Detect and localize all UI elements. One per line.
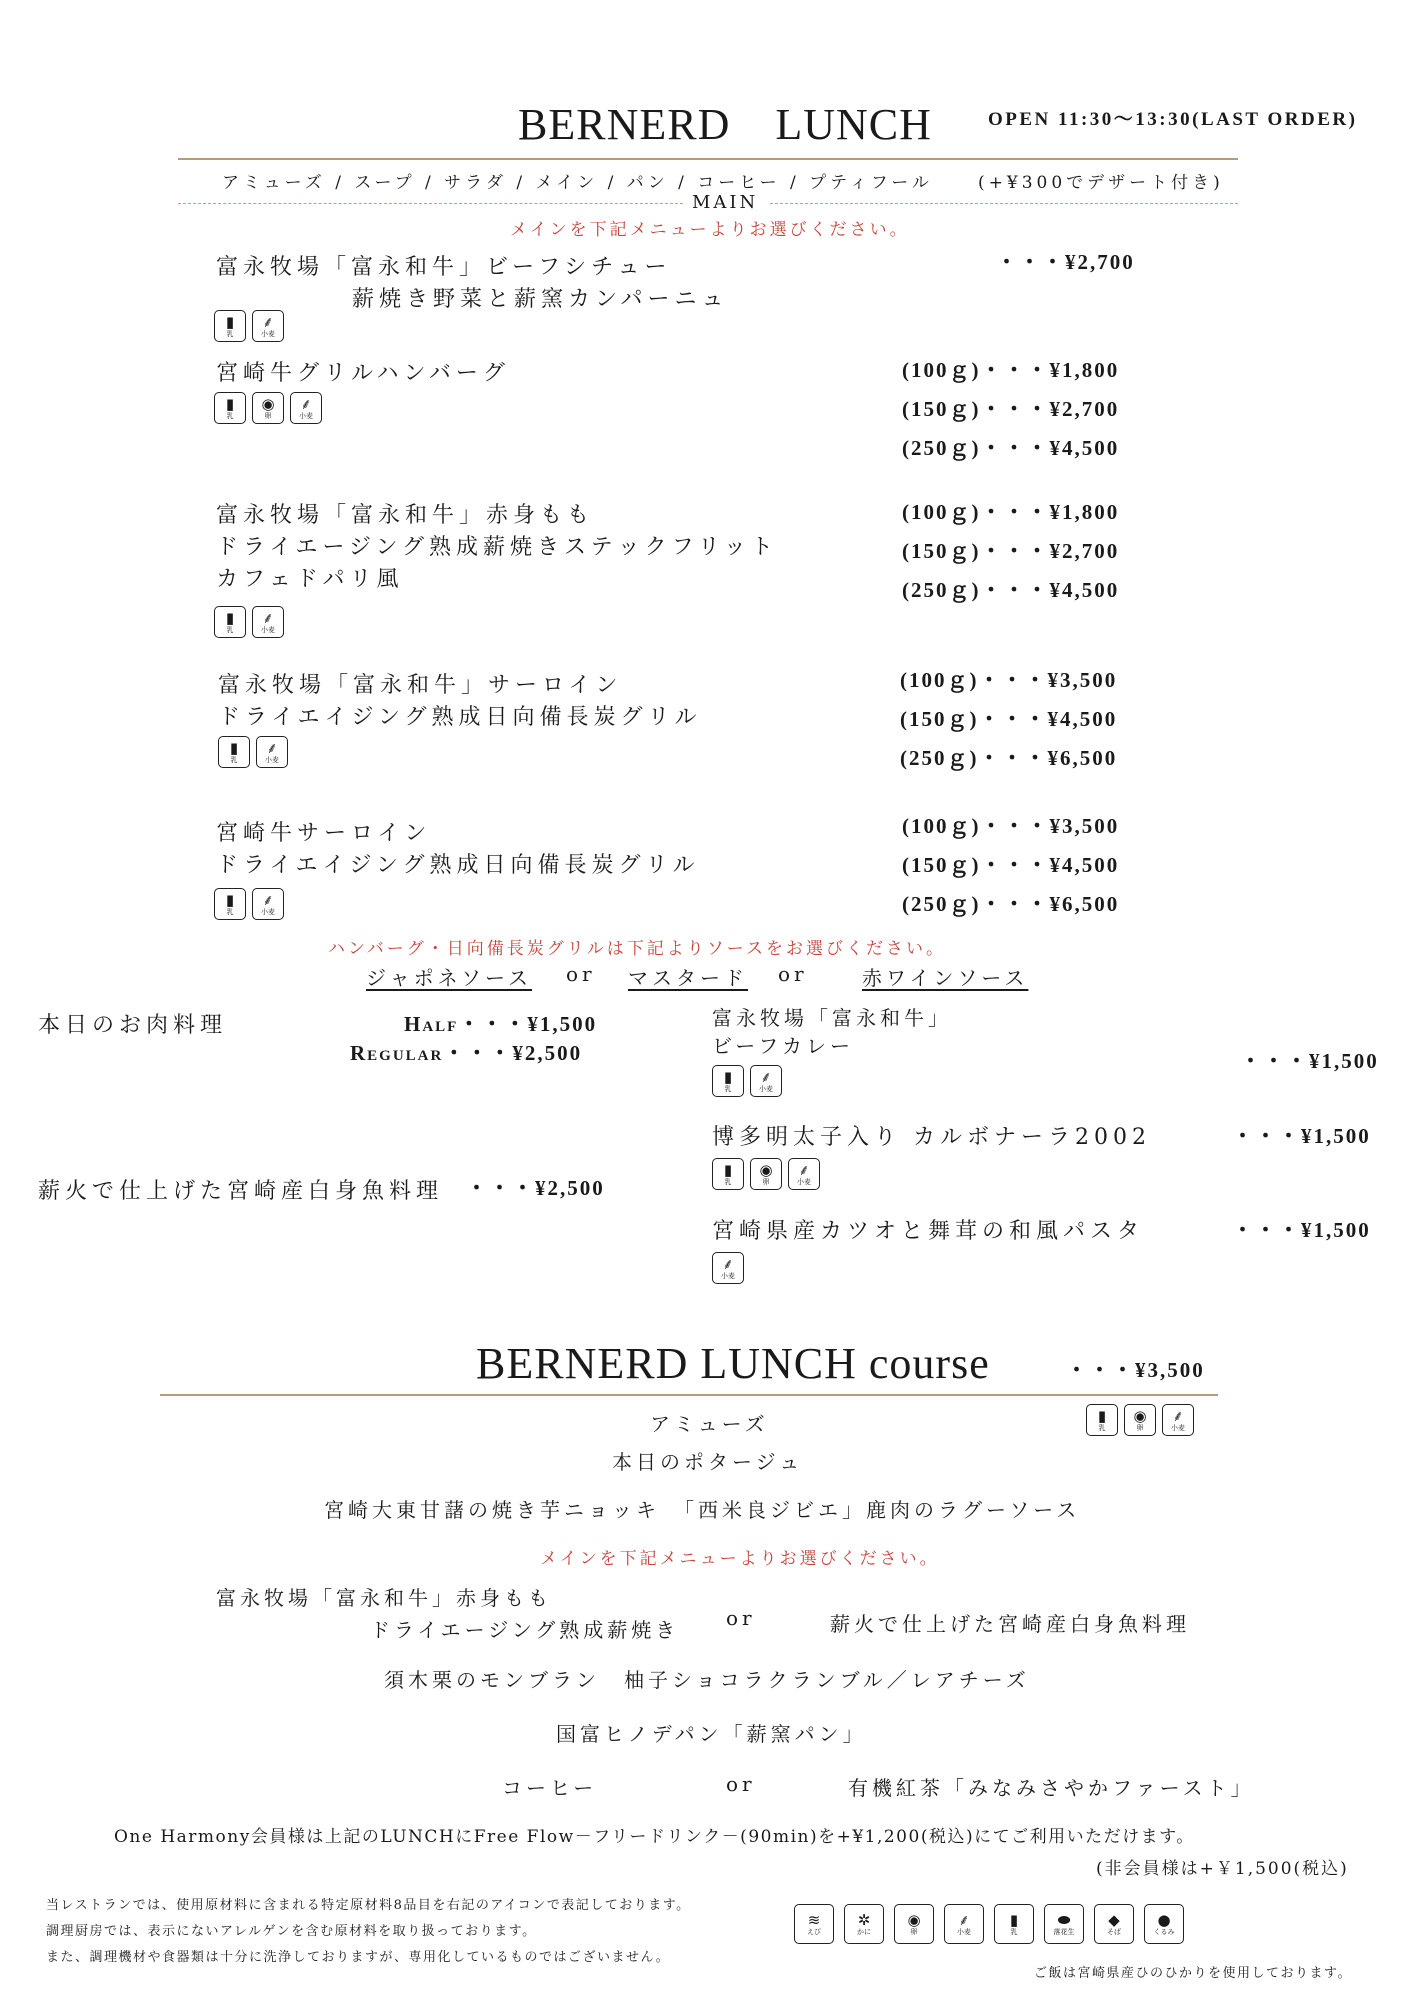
main-4-desc: ドライエイジング熟成日向備長炭グリル: [218, 705, 702, 730]
course-main-1a: 富永牧場「富永和牛」赤身もも: [216, 1586, 552, 1610]
egg-icon: ◉ 卵: [1124, 1404, 1156, 1436]
main-3-style: カフェドパリ風: [216, 567, 404, 592]
main-3-price-150: (150ｇ)・・・¥2,700: [902, 539, 1120, 563]
allergen-note-3: また、調理機材や食器類は十分に洗浄しておりますが、専用化しているものではございません。: [46, 1950, 671, 1965]
milk-icon: ▮ 乳: [994, 1904, 1034, 1944]
course-price: ・・・¥3,500: [1066, 1358, 1205, 1382]
main-2-price-250: (250ｇ)・・・¥4,500: [902, 436, 1120, 460]
walnut-icon: ● くるみ: [1144, 1904, 1184, 1944]
egg-icon: ◉ 卵: [750, 1158, 782, 1190]
allergen-note-2: 調理厨房では、表示にないアレルゲンを含む原材料を取り扱っております。: [46, 1924, 537, 1939]
select-note: メインを下記メニューよりお選びください。: [510, 220, 910, 240]
wheat-icon: ⸙ 小麦: [788, 1158, 820, 1190]
main-2-name: 宮崎牛グリルハンバーグ: [216, 361, 510, 386]
sauce-or-2: or: [778, 962, 808, 986]
curry-name: 富永牧場「富永和牛」: [712, 1006, 952, 1030]
shrimp-icon: ≋ えび: [794, 1904, 834, 1944]
course-title: BERNERD LUNCH course: [476, 1339, 990, 1388]
sauce-red-wine: 赤ワインソース: [862, 966, 1029, 990]
milk-icon: ▮ 乳: [214, 392, 246, 424]
wheat-icon: ⸙ 小麦: [290, 392, 322, 424]
main-4-price-100: (100ｇ)・・・¥3,500: [900, 668, 1118, 692]
sauce-japonais: ジャポネソース: [366, 966, 532, 990]
crab-icon: ✲ かに: [844, 1904, 884, 1944]
main-label: MAIN: [692, 192, 759, 213]
milk-icon: ▮ 乳: [712, 1158, 744, 1190]
curry-price: ・・・¥1,500: [1240, 1049, 1379, 1073]
wheat-icon: ⸙ 小麦: [944, 1904, 984, 1944]
meat-regular-price: Regular・・・¥2,500: [350, 1041, 583, 1065]
page-title: BERNERD LUNCH: [518, 100, 932, 149]
course-main-2: 薪火で仕上げた宮崎産白身魚料理: [830, 1612, 1190, 1636]
wheat-icon: ⸙ 小麦: [256, 736, 288, 768]
wheat-icon: ⸙ 小麦: [750, 1065, 782, 1097]
course-bread: 国富ヒノデパン「薪窯パン」: [556, 1722, 867, 1746]
wheat-icon: ⸙ 小麦: [712, 1252, 744, 1284]
pasta-price: ・・・¥1,500: [1232, 1218, 1371, 1242]
nonmember-note: (非会員様は+￥1,500(税込): [1096, 1859, 1349, 1879]
course-tea: 有機紅茶「みなみさやかファースト」: [848, 1776, 1255, 1800]
main-3-price-250: (250ｇ)・・・¥4,500: [902, 578, 1120, 602]
main-5-price-250: (250ｇ)・・・¥6,500: [902, 892, 1120, 916]
course-select-note: メインを下記メニューよりお選びください。: [540, 1549, 940, 1569]
peanut-icon: ⬬ 落花生: [1044, 1904, 1084, 1944]
sauce-or-1: or: [566, 962, 596, 986]
open-hours: OPEN 11:30〜13:30(LAST ORDER): [988, 109, 1358, 130]
fish-price: ・・・¥2,500: [466, 1176, 605, 1200]
course-drink-or: or: [726, 1772, 756, 1796]
main-5-name: 宮崎牛サーロイン: [216, 821, 432, 846]
main-5-price-100: (100ｇ)・・・¥3,500: [902, 814, 1120, 838]
main-4-price-250: (250ｇ)・・・¥6,500: [900, 746, 1118, 770]
pasta-name: 宮崎県産カツオと舞茸の和風パスタ: [712, 1219, 1145, 1244]
allergen-legend: [794, 1904, 1184, 1944]
course-main-or: or: [726, 1606, 756, 1630]
course-outline: アミューズ / スープ / サラダ / メイン / パン / コーヒー / プティフール: [222, 173, 933, 193]
sauce-mustard: マスタード: [628, 966, 748, 990]
rice-note: ご飯は宮崎県産ひのひかりを使用しております。: [1034, 1966, 1352, 1981]
milk-icon: ▮ 乳: [214, 310, 246, 342]
main-3-price-100: (100ｇ)・・・¥1,800: [902, 500, 1120, 524]
main-4-price-150: (150ｇ)・・・¥4,500: [900, 707, 1118, 731]
milk-icon: ▮ 乳: [218, 736, 250, 768]
main-4-name: 富永牧場「富永和牛」サーロイン: [218, 673, 623, 698]
main-2-price-100: (100ｇ)・・・¥1,800: [902, 358, 1120, 382]
carbonara-name: 博多明太子入り カルボナーラ2002: [712, 1125, 1151, 1150]
main-1-price: ・・・¥2,700: [996, 250, 1135, 274]
allergen-note-1: 当レストランでは、使用原材料に含まれる特定原材料8品目を右記のアイコンで表記しております。: [46, 1898, 691, 1913]
milk-icon: ▮ 乳: [214, 606, 246, 638]
curry-name-2: ビーフカレー: [712, 1034, 854, 1058]
free-flow-note: One Harmony会員様は上記のLUNCHにFree Flow－フリードリンク－(90min)を+¥1,200(税込)にてご利用いただけます。: [114, 1827, 1195, 1847]
main-5-desc: ドライエイジング熟成日向備長炭グリル: [216, 853, 700, 878]
meat-half-price: Half・・・¥1,500: [404, 1012, 598, 1036]
main-3-desc: ドライエージング熟成薪焼きステックフリット: [216, 535, 778, 560]
main-3-name: 富永牧場「富永和牛」赤身もも: [216, 503, 595, 528]
carbonara-price: ・・・¥1,500: [1232, 1124, 1371, 1148]
wheat-icon: ⸙ 小麦: [1162, 1404, 1194, 1436]
main-2-price-150: (150ｇ)・・・¥2,700: [902, 397, 1120, 421]
main-1-desc: 薪焼き野菜と薪窯カンパーニュ: [352, 287, 729, 312]
sauce-note: ハンバーグ・日向備長炭グリルは下記よりソースをお選びください。: [328, 939, 946, 959]
meat-of-day: 本日のお肉料理: [38, 1013, 228, 1038]
soba-icon: ◆ そば: [1094, 1904, 1134, 1944]
milk-icon: ▮ 乳: [712, 1065, 744, 1097]
milk-icon: ▮ 乳: [1086, 1404, 1118, 1436]
course-dessert: 須木栗のモンブラン 柚子ショコラクランブル／レアチーズ: [384, 1668, 1030, 1692]
course-amuse: アミューズ: [650, 1412, 769, 1436]
milk-icon: ▮ 乳: [214, 888, 246, 920]
wheat-icon: ⸙ 小麦: [252, 888, 284, 920]
main-5-price-150: (150ｇ)・・・¥4,500: [902, 853, 1120, 877]
course-gnocchi: 宮崎大東甘藷の焼き芋ニョッキ 「西米良ジビエ」鹿肉のラグーソース: [324, 1498, 1081, 1522]
course-potage: 本日のポタージュ: [612, 1450, 804, 1474]
course-main-1b: ドライエージング熟成薪焼き: [370, 1618, 680, 1642]
egg-icon: ◉ 卵: [894, 1904, 934, 1944]
main-1-name: 富永牧場「富永和牛」ビーフシチュー: [216, 255, 672, 280]
fish-dish: 薪火で仕上げた宮崎産白身魚料理: [38, 1179, 444, 1204]
wheat-icon: ⸙ 小麦: [252, 606, 284, 638]
wheat-icon: ⸙ 小麦: [252, 310, 284, 342]
course-coffee: コーヒー: [502, 1776, 598, 1800]
egg-icon: ◉ 卵: [252, 392, 284, 424]
dessert-option: (+¥300でデザート付き): [978, 173, 1224, 193]
